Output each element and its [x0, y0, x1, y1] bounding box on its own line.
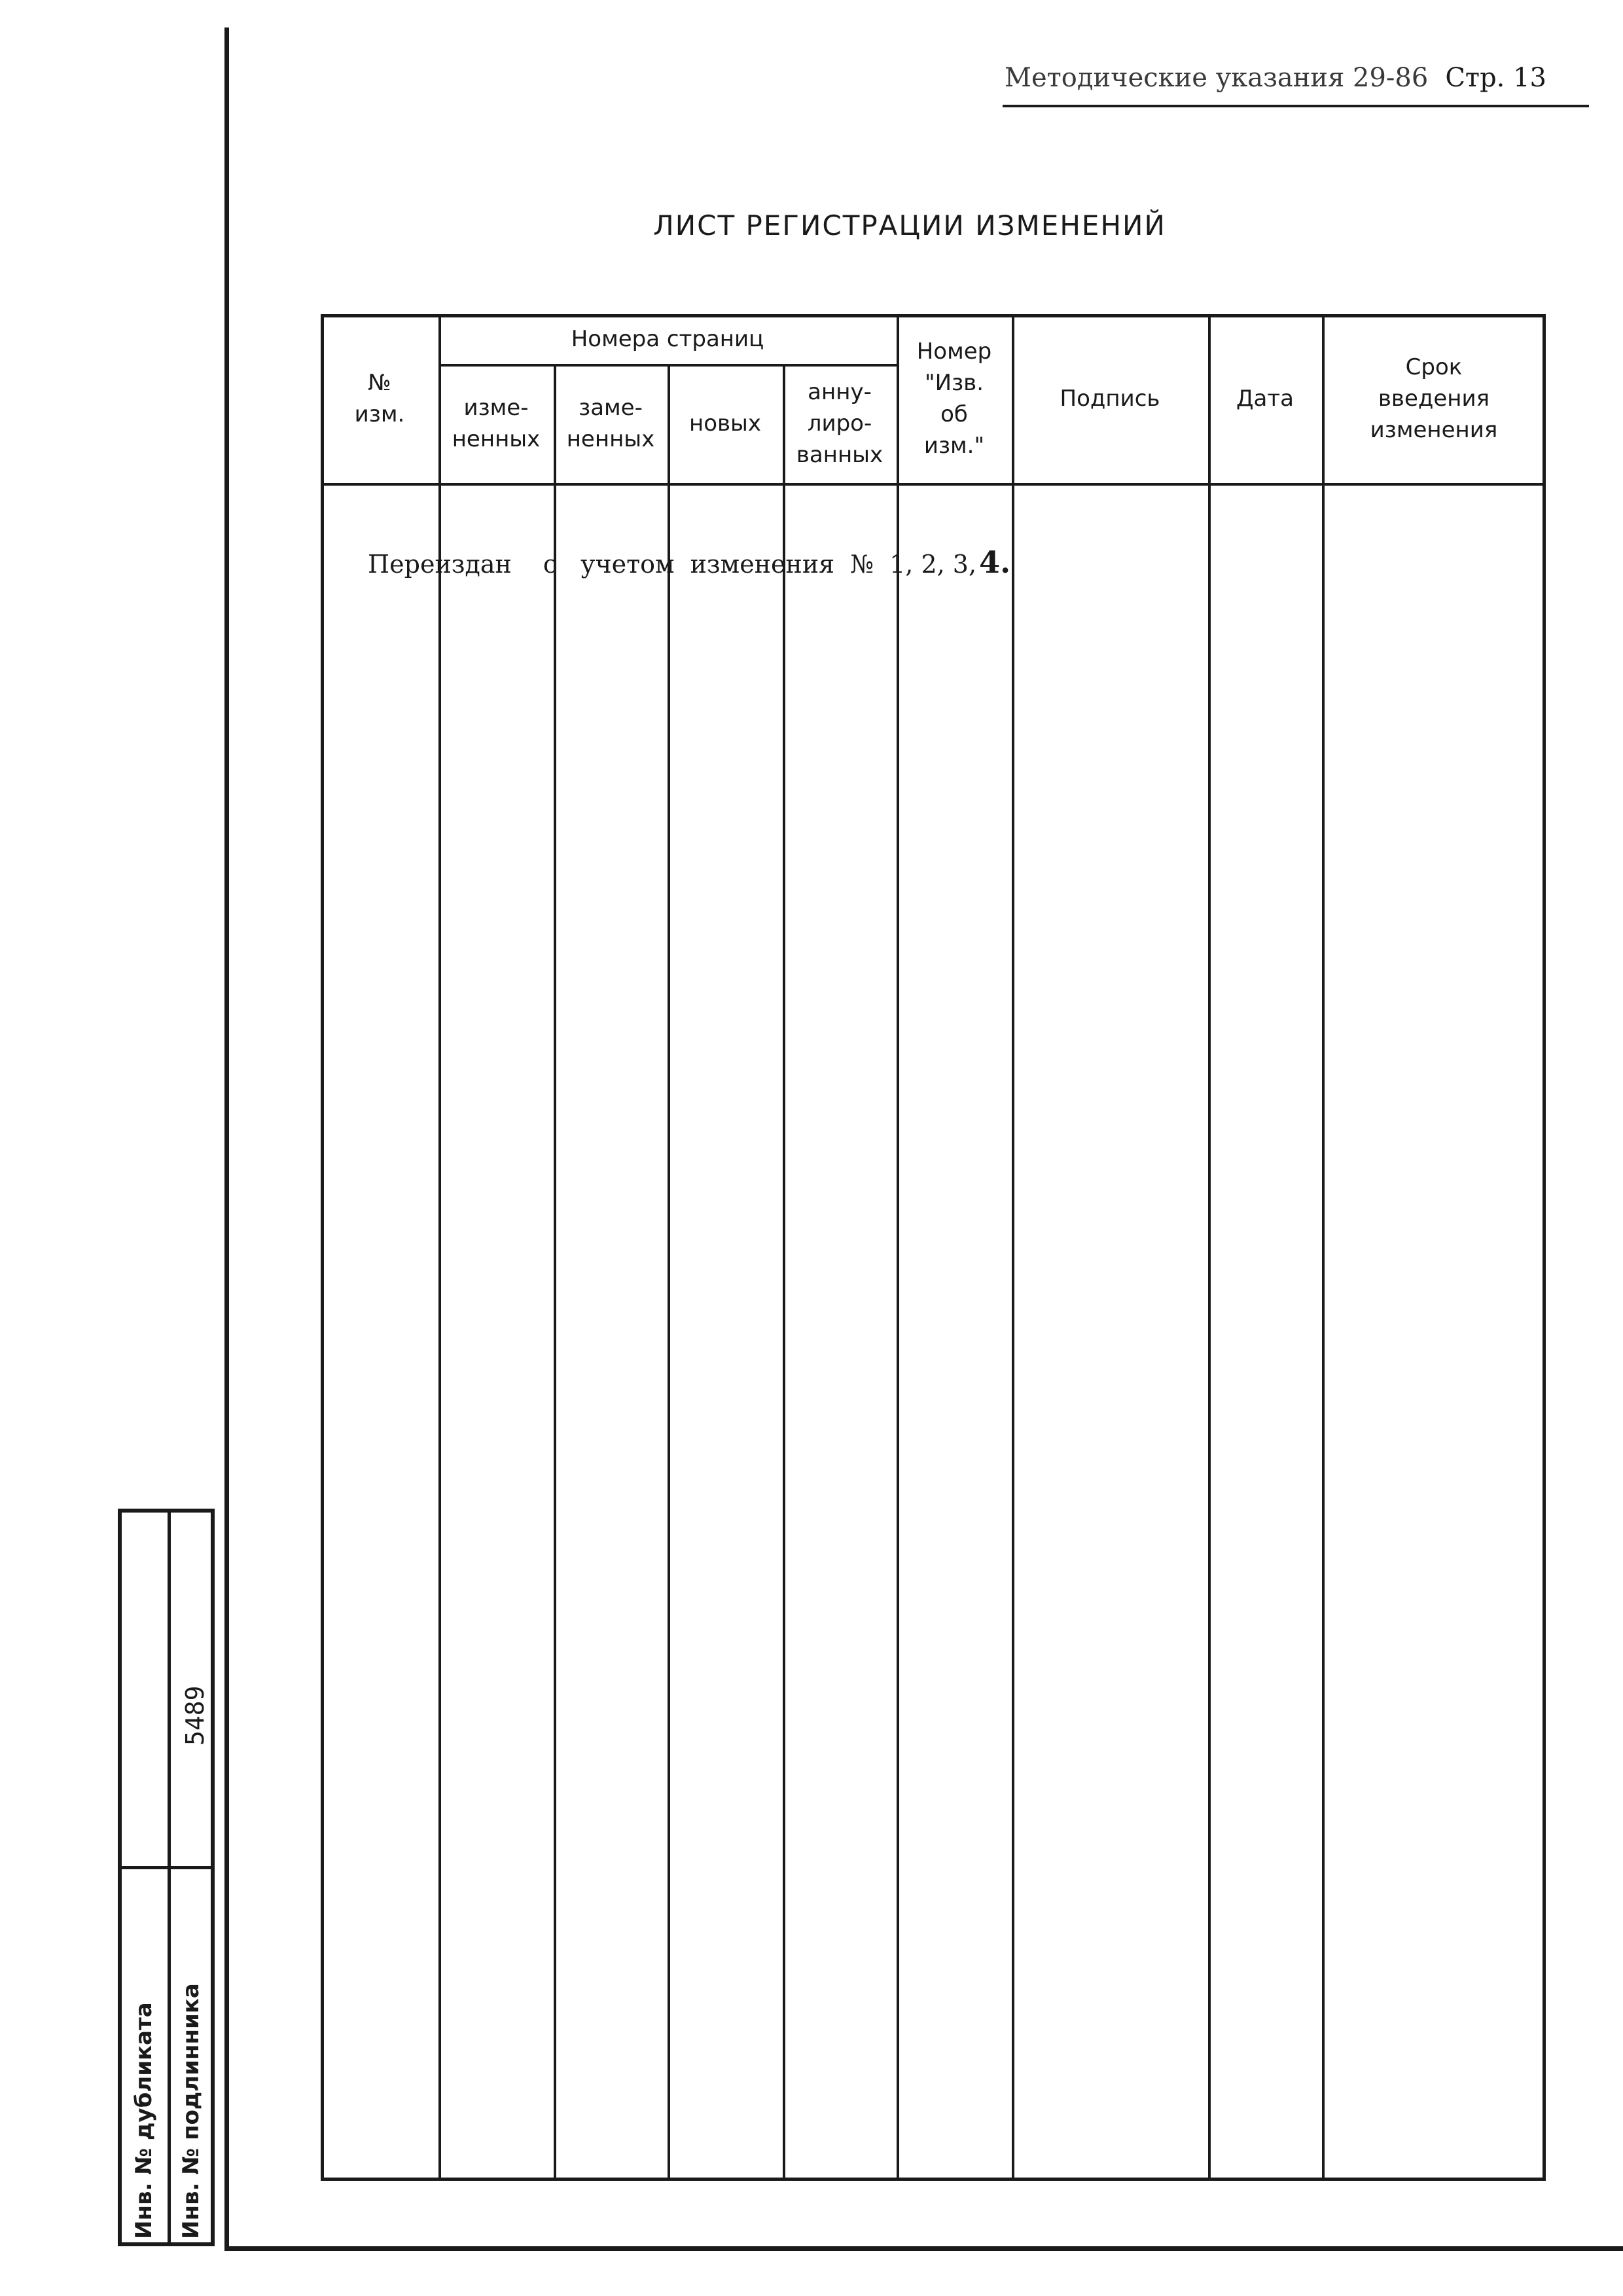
- col-header-date: Дата: [1236, 386, 1294, 412]
- col-divider-8: [1322, 314, 1325, 2181]
- running-header: [1005, 63, 1594, 93]
- stamp-divider-vertical: [168, 1513, 171, 2242]
- page-title: ЛИСТ РЕГИСТРАЦИИ ИЗМЕНЕНИЙ: [653, 209, 1166, 242]
- note-word-change: изменения: [690, 550, 835, 579]
- note-word-with: с: [543, 550, 558, 579]
- col-header-deadline: Срок введения изменения: [1370, 354, 1498, 443]
- col-header-replaced: заме- ненных: [566, 395, 655, 452]
- col-divider-5: [897, 314, 899, 2181]
- col-header-change-no: № изм.: [354, 370, 405, 427]
- col-divider-3: [668, 364, 670, 2181]
- change-register-table: [321, 314, 1546, 2181]
- col-divider-1: [438, 314, 441, 2181]
- col-header-signature: Подпись: [1060, 386, 1160, 412]
- page-frame-bottom: [224, 2246, 1623, 2251]
- col-header-page-numbers: Номера страниц: [571, 326, 764, 352]
- note-last-number: 4.: [979, 545, 1011, 580]
- table-border: [321, 314, 1546, 2181]
- col-divider-7: [1208, 314, 1211, 2181]
- header-rule: [1003, 105, 1589, 107]
- col-header-new: новых: [688, 410, 762, 437]
- col-divider-4: [783, 364, 785, 2181]
- original-inventory-number: 5489: [181, 1685, 209, 1746]
- col-header-annulled: анну- лиро- ванных: [796, 379, 883, 468]
- note-word-account: учетом: [580, 550, 675, 579]
- col-divider-2: [554, 364, 556, 2181]
- col-header-notice-no: Номер "Изв. об изм.": [916, 338, 992, 459]
- page-frame-left: [224, 27, 229, 2251]
- col-divider-6: [1012, 314, 1014, 2181]
- stamp-divider-horizontal: [122, 1866, 211, 1869]
- note-change-numbers: 1, 2, 3,: [889, 550, 977, 579]
- note-number-sign: №: [850, 550, 874, 579]
- page-number: Стр. 13: [1445, 63, 1546, 93]
- header-bottom-line: [321, 483, 1546, 486]
- inventory-stamp: [118, 1509, 215, 2246]
- original-inventory-label: Инв. № подлинника: [178, 1983, 204, 2239]
- reissue-note: [368, 545, 1026, 580]
- document-reference: Методические указания 29-86: [1005, 63, 1429, 93]
- col-header-changed: изме- ненных: [452, 395, 541, 452]
- duplicate-inventory-label: Инв. № дубликата: [131, 2002, 157, 2239]
- note-word-reissued: Переиздан: [368, 550, 512, 579]
